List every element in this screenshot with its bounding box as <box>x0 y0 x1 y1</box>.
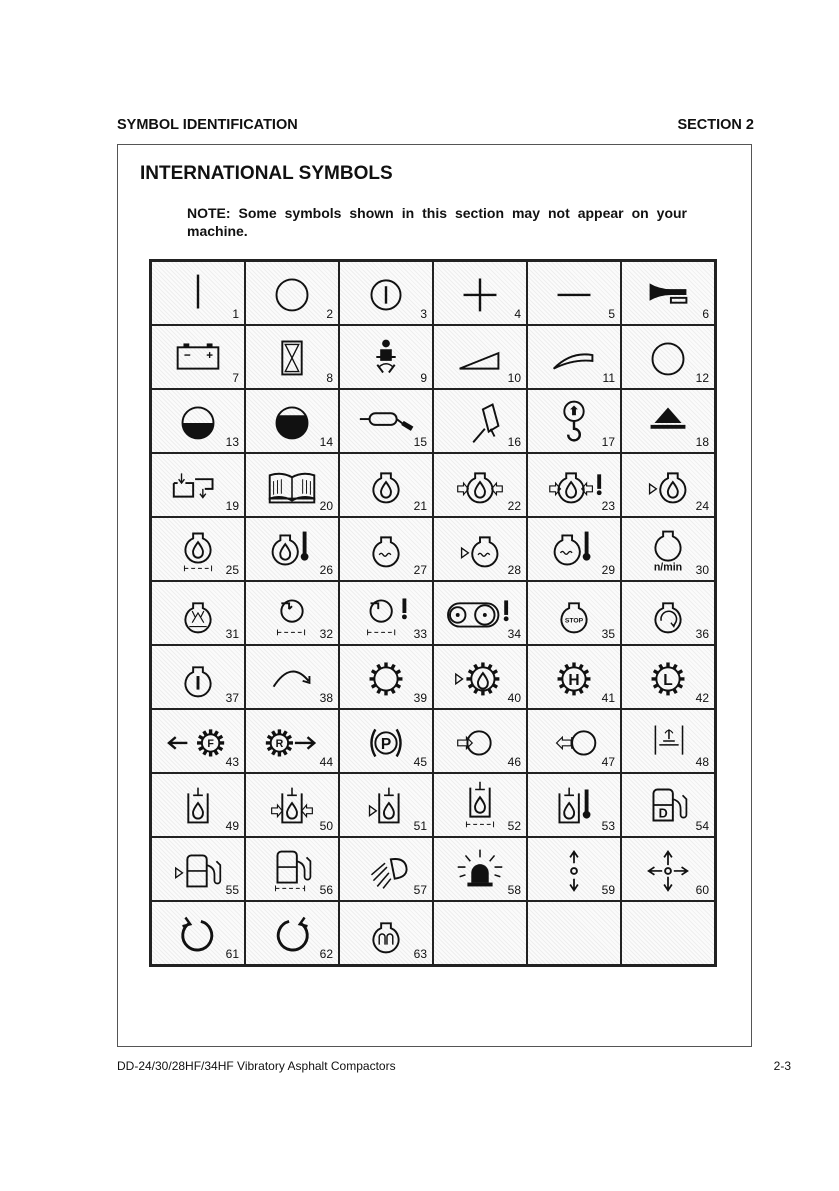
symbol-cell-25 <box>150 516 246 582</box>
symbol-number: 62 <box>319 947 333 961</box>
empty-cell <box>620 900 716 966</box>
symbol-number: 20 <box>319 499 333 513</box>
symbol-cell-10 <box>432 324 528 390</box>
symbol-number: 18 <box>695 435 709 449</box>
symbol-cell-54 <box>620 772 716 838</box>
symbol-cell-12 <box>620 324 716 390</box>
symbol-number: 49 <box>225 819 239 833</box>
symbol-number: 23 <box>601 499 615 513</box>
symbol-number: 13 <box>225 435 239 449</box>
symbol-number: 46 <box>507 755 521 769</box>
symbol-cell-51 <box>338 772 434 838</box>
symbol-cell-43 <box>150 708 246 774</box>
symbol-number: 22 <box>507 499 521 513</box>
symbol-number: 25 <box>225 563 239 577</box>
symbol-cell-29 <box>526 516 622 582</box>
symbol-number: 53 <box>601 819 615 833</box>
svg-text:STOP: STOP <box>564 617 584 625</box>
symbol-number: 39 <box>413 691 427 705</box>
symbol-number: 5 <box>608 307 615 321</box>
symbol-cell-18 <box>620 388 716 454</box>
symbol-cell-63 <box>338 900 434 966</box>
symbol-cell-14 <box>244 388 340 454</box>
symbol-cell-45 <box>338 708 434 774</box>
svg-text:D: D <box>658 806 668 821</box>
empty-cell <box>432 900 528 966</box>
symbol-cell-50 <box>244 772 340 838</box>
symbol-cell-53 <box>526 772 622 838</box>
symbol-number: 27 <box>413 563 427 577</box>
symbol-number: 24 <box>695 499 709 513</box>
symbol-cell-4 <box>432 260 528 326</box>
symbol-number: 4 <box>514 307 521 321</box>
symbol-number: 63 <box>413 947 427 961</box>
symbol-number: 59 <box>601 883 615 897</box>
symbol-cell-31 <box>150 580 246 646</box>
symbol-cell-34 <box>432 580 528 646</box>
symbol-cell-37 <box>150 644 246 710</box>
symbol-number: 61 <box>225 947 239 961</box>
symbol-cell-55 <box>150 836 246 902</box>
symbol-number: 44 <box>319 755 333 769</box>
symbol-number: 28 <box>507 563 521 577</box>
symbol-cell-7 <box>150 324 246 390</box>
symbol-cell-2 <box>244 260 340 326</box>
symbol-number: 57 <box>413 883 427 897</box>
symbol-number: 47 <box>601 755 615 769</box>
symbol-number: 51 <box>413 819 427 833</box>
symbol-number: 10 <box>507 371 521 385</box>
svg-text:R: R <box>275 737 284 750</box>
symbol-cell-35 <box>526 580 622 646</box>
symbol-number: 35 <box>601 627 615 641</box>
symbol-number: 32 <box>319 627 333 641</box>
symbols-table <box>149 259 717 967</box>
symbol-number: 19 <box>225 499 239 513</box>
symbol-cell-24 <box>620 452 716 518</box>
note-text: NOTE: Some symbols shown in this section may not appear on your machine. <box>187 205 687 239</box>
symbol-cell-3 <box>338 260 434 326</box>
symbol-number: 11 <box>602 371 615 385</box>
symbol-cell-60 <box>620 836 716 902</box>
symbol-number: 55 <box>225 883 239 897</box>
svg-text:P: P <box>380 735 392 753</box>
symbol-cell-49 <box>150 772 246 838</box>
symbol-number: 30 <box>695 563 709 577</box>
symbol-cell-42 <box>620 644 716 710</box>
symbol-cell-44 <box>244 708 340 774</box>
symbol-number: 1 <box>232 307 239 321</box>
symbol-cell-11 <box>526 324 622 390</box>
symbol-number: 9 <box>420 371 427 385</box>
symbol-cell-8 <box>244 324 340 390</box>
symbol-number: 29 <box>601 563 615 577</box>
symbol-number: 33 <box>413 627 427 641</box>
symbol-cell-26 <box>244 516 340 582</box>
svg-text:L: L <box>663 671 673 689</box>
symbol-cell-38 <box>244 644 340 710</box>
symbol-cell-21 <box>338 452 434 518</box>
symbol-number: 50 <box>319 819 333 833</box>
symbol-number: 12 <box>695 371 709 385</box>
symbol-number: 7 <box>232 371 239 385</box>
symbol-number: 37 <box>225 691 239 705</box>
symbol-cell-36 <box>620 580 716 646</box>
symbol-number: 8 <box>326 371 333 385</box>
symbol-cell-46 <box>432 708 528 774</box>
svg-text:n/min: n/min <box>653 561 683 574</box>
symbol-cell-40 <box>432 644 528 710</box>
symbol-number: 21 <box>413 499 427 513</box>
running-header-left: SYMBOL IDENTIFICATION <box>117 117 298 133</box>
symbol-cell-39 <box>338 644 434 710</box>
symbol-number: 42 <box>695 691 709 705</box>
symbol-cell-58 <box>432 836 528 902</box>
symbol-cell-30 <box>620 516 716 582</box>
symbol-cell-57 <box>338 836 434 902</box>
symbol-cell-56 <box>244 836 340 902</box>
symbol-cell-61 <box>150 900 246 966</box>
symbol-cell-23 <box>526 452 622 518</box>
symbol-cell-52 <box>432 772 528 838</box>
symbol-number: 14 <box>319 435 333 449</box>
symbol-number: 36 <box>695 627 709 641</box>
symbol-number: 40 <box>507 691 521 705</box>
symbol-cell-9 <box>338 324 434 390</box>
symbol-cell-62 <box>244 900 340 966</box>
svg-text:F: F <box>207 737 214 750</box>
symbol-number: 31 <box>225 627 239 641</box>
symbol-cell-47 <box>526 708 622 774</box>
page-title: INTERNATIONAL SYMBOLS <box>140 163 393 184</box>
symbol-number: 26 <box>319 563 333 577</box>
symbol-number: 60 <box>695 883 709 897</box>
symbol-cell-33 <box>338 580 434 646</box>
symbol-number: 48 <box>695 755 709 769</box>
symbol-cell-28 <box>432 516 528 582</box>
symbol-cell-15 <box>338 388 434 454</box>
empty-cell <box>526 900 622 966</box>
running-header-right: SECTION 2 <box>677 117 754 133</box>
symbol-number: 34 <box>507 627 521 641</box>
symbol-cell-48 <box>620 708 716 774</box>
symbol-cell-22 <box>432 452 528 518</box>
page-number: 2-3 <box>773 1059 791 1073</box>
symbol-cell-59 <box>526 836 622 902</box>
symbol-cell-1 <box>150 260 246 326</box>
symbol-cell-6 <box>620 260 716 326</box>
symbol-number: 2 <box>326 307 333 321</box>
symbol-cell-32 <box>244 580 340 646</box>
symbol-number: 17 <box>601 435 615 449</box>
symbol-cell-5 <box>526 260 622 326</box>
symbol-number: 56 <box>319 883 333 897</box>
symbol-cell-41 <box>526 644 622 710</box>
symbol-cell-16 <box>432 388 528 454</box>
symbol-cell-20 <box>244 452 340 518</box>
symbol-number: 43 <box>225 755 239 769</box>
symbol-number: 3 <box>420 307 427 321</box>
symbol-number: 41 <box>601 691 615 705</box>
svg-text:H: H <box>568 671 580 689</box>
symbol-number: 38 <box>319 691 333 705</box>
symbol-number: 54 <box>695 819 709 833</box>
symbol-number: 45 <box>413 755 427 769</box>
symbol-cell-13 <box>150 388 246 454</box>
symbol-number: 58 <box>507 883 521 897</box>
symbol-cell-17 <box>526 388 622 454</box>
symbol-number: 15 <box>413 435 427 449</box>
symbol-number: 16 <box>507 435 521 449</box>
symbol-cell-27 <box>338 516 434 582</box>
symbol-number: 52 <box>507 819 521 833</box>
footer-title: DD-24/30/28HF/34HF Vibratory Asphalt Compactors <box>117 1059 396 1073</box>
symbol-cell-19 <box>150 452 246 518</box>
symbol-number: 6 <box>702 307 709 321</box>
